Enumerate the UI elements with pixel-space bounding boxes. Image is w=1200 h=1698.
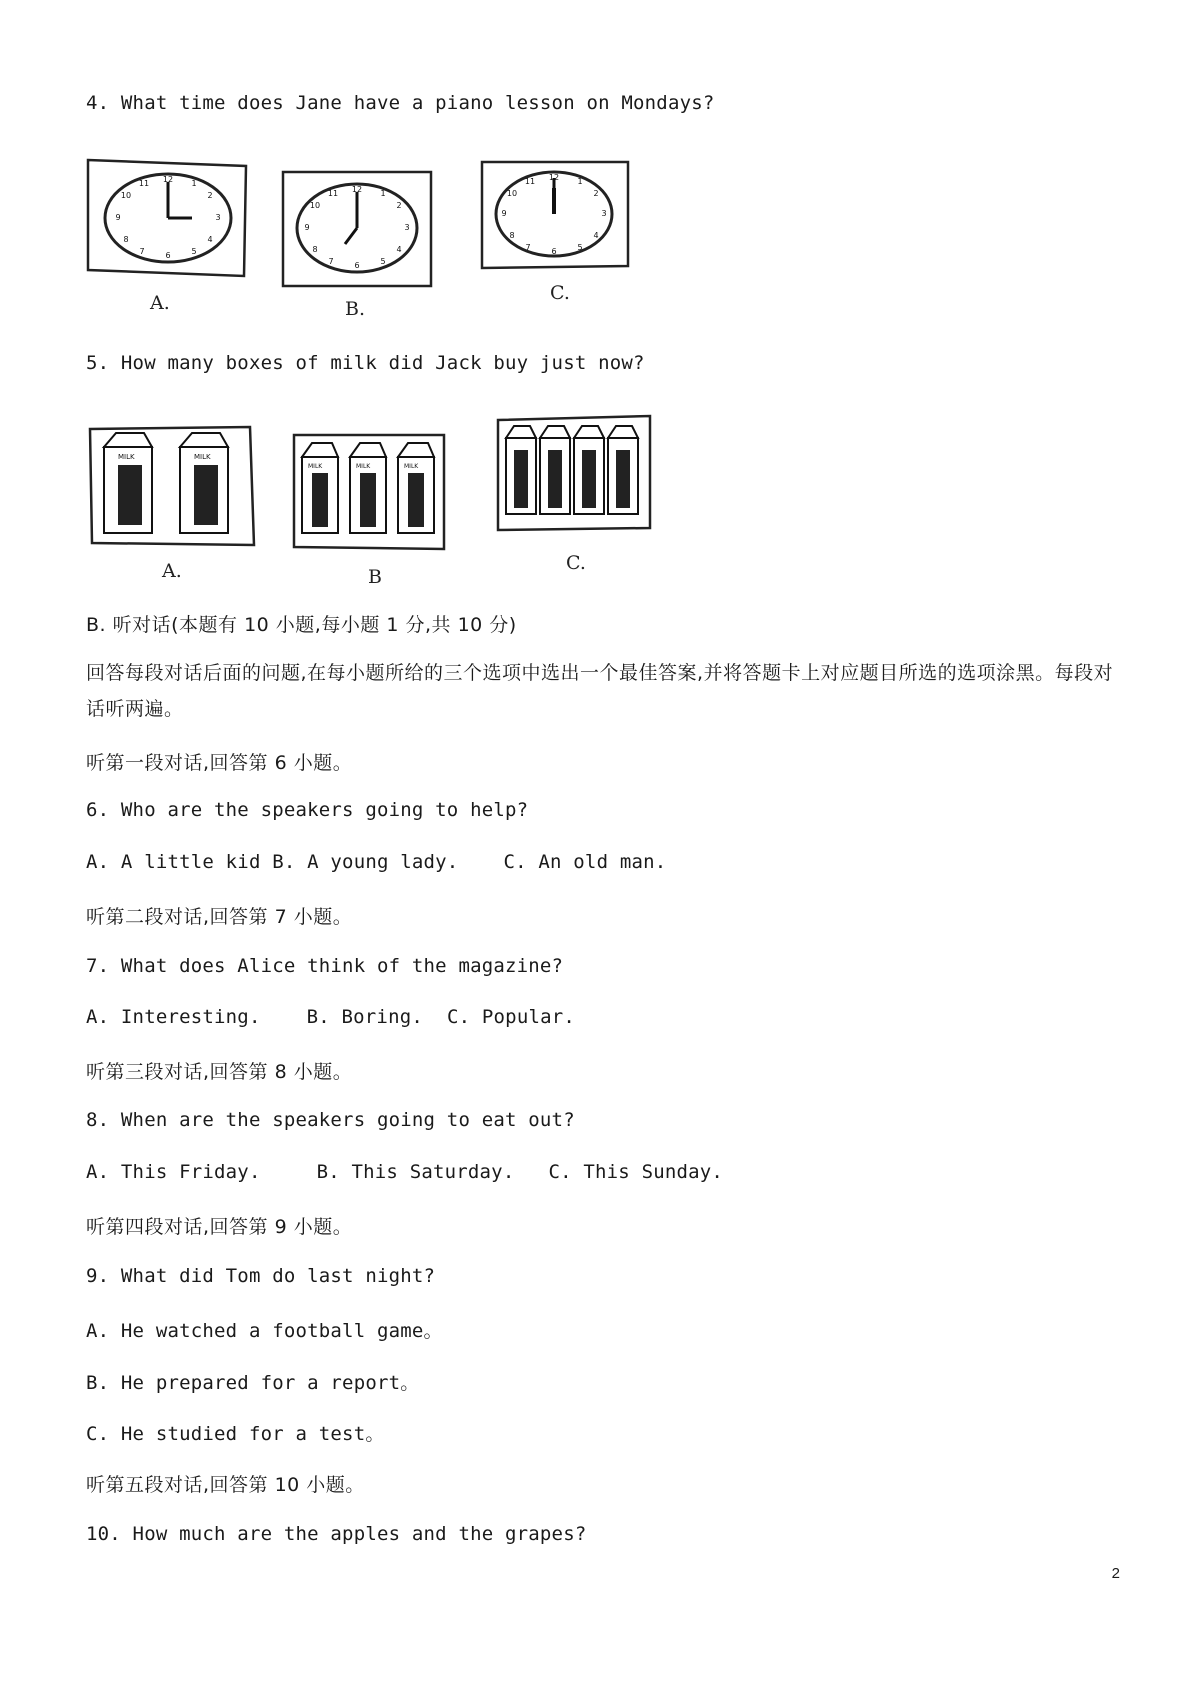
question-5: 5. How many boxes of milk did Jack buy just now? [86, 352, 645, 374]
answer-options [86, 1161, 723, 1183]
option-a-b: A. A little kid B. A young lady. [86, 851, 459, 873]
option-a: A. Interesting. [86, 1006, 261, 1028]
svg-text:4: 4 [207, 235, 213, 244]
svg-text:11: 11 [327, 189, 339, 198]
dialogue-intro: 听第五段对话,回答第 10 小题。 [86, 1474, 365, 1496]
svg-text:2: 2 [396, 201, 402, 210]
dialogue-intro: 听第二段对话,回答第 7 小题。 [86, 906, 353, 928]
svg-text:1: 1 [191, 179, 197, 188]
option-c-label: C. [566, 552, 586, 574]
svg-text:4: 4 [593, 231, 599, 240]
svg-text:8: 8 [509, 231, 515, 240]
milk-box-icon [496, 414, 652, 532]
svg-text:12: 12 [162, 175, 174, 184]
option-a-label: A. [162, 560, 182, 582]
svg-text:MILK: MILK [308, 463, 323, 470]
svg-text:9: 9 [304, 223, 310, 232]
clock-picture-c [480, 160, 630, 270]
svg-text:5: 5 [380, 257, 386, 266]
svg-text:10: 10 [309, 201, 321, 210]
svg-text:MILK: MILK [404, 463, 419, 470]
question-7: 7. What does Alice think of the magazine? [86, 955, 564, 977]
option-a: A. This Friday. [86, 1161, 261, 1183]
milk-picture-b [292, 433, 448, 551]
clock-picture-a [86, 158, 248, 280]
clock-picture-b [281, 170, 433, 288]
option-b: B. Boring. [306, 1006, 423, 1028]
option-c: C. Popular. [446, 1006, 576, 1028]
clock-icon [281, 170, 433, 288]
svg-text:8: 8 [123, 235, 129, 244]
svg-text:6: 6 [165, 251, 171, 260]
page-number: 2 [1111, 1565, 1120, 1582]
option-c: C. This Sunday. [548, 1161, 724, 1183]
option-b-label: B [368, 566, 382, 588]
svg-text:MILK: MILK [194, 453, 211, 461]
svg-text:7: 7 [328, 257, 334, 266]
option-b: B. This Saturday. [316, 1161, 515, 1183]
milk-picture-a [88, 425, 256, 549]
question-9: 9. What did Tom do last night? [86, 1265, 436, 1287]
question-6: 6. Who are the speakers going to help? [86, 799, 529, 821]
option-c: C. An old man. [503, 851, 667, 873]
svg-text:1: 1 [380, 189, 386, 198]
svg-text:3: 3 [404, 223, 410, 232]
question-10: 10. How much are the apples and the grapes? [86, 1523, 587, 1545]
svg-text:8: 8 [312, 245, 318, 254]
dialogue-intro: 听第三段对话,回答第 8 小题。 [86, 1061, 353, 1083]
option-a-label: A. [150, 292, 170, 314]
svg-text:10: 10 [506, 189, 518, 198]
svg-text:3: 3 [215, 213, 221, 222]
svg-text:MILK: MILK [118, 453, 135, 461]
svg-text:9: 9 [115, 213, 121, 222]
svg-text:1: 1 [577, 177, 583, 186]
option-c-label: C. [550, 282, 570, 304]
svg-text:6: 6 [354, 261, 360, 270]
question-4: 4. What time does Jane have a piano lesson on Mondays? [86, 92, 715, 114]
clock-icon [86, 158, 248, 280]
milk-picture-c [496, 414, 652, 532]
svg-text:2: 2 [593, 189, 599, 198]
option-c: C. He studied for a test。 [86, 1423, 385, 1445]
svg-text:7: 7 [525, 243, 531, 252]
svg-text:6: 6 [551, 247, 557, 256]
answer-options [86, 851, 666, 873]
section-b-instructions: 回答每段对话后面的问题,在每小题所给的三个选项中选出一个最佳答案,并将答题卡上对应题目所选的选项涂黑。每段对话听两遍。 [86, 662, 1114, 720]
dialogue-intro: 听第一段对话,回答第 6 小题。 [86, 752, 353, 774]
option-a: A. He watched a football game。 [86, 1320, 443, 1342]
svg-text:11: 11 [138, 179, 150, 188]
svg-text:7: 7 [139, 247, 145, 256]
svg-text:2: 2 [207, 191, 213, 200]
svg-text:3: 3 [601, 209, 607, 218]
answer-options [86, 1006, 575, 1028]
option-b: B. He prepared for a report。 [86, 1372, 420, 1394]
svg-text:4: 4 [396, 245, 402, 254]
svg-text:MILK: MILK [356, 463, 371, 470]
svg-text:12: 12 [351, 185, 363, 194]
dialogue-intro: 听第四段对话,回答第 9 小题。 [86, 1216, 353, 1238]
svg-text:12: 12 [548, 173, 560, 182]
milk-box-icon [292, 433, 448, 551]
svg-text:5: 5 [191, 247, 197, 256]
svg-text:9: 9 [501, 209, 507, 218]
milk-box-icon [88, 425, 256, 549]
svg-text:11: 11 [524, 177, 536, 186]
question-8: 8. When are the speakers going to eat out? [86, 1109, 575, 1131]
option-b-label: B. [345, 298, 366, 320]
clock-icon [480, 160, 630, 270]
svg-text:10: 10 [120, 191, 132, 200]
section-b-title: B. 听对话(本题有 10 小题,每小题 1 分,共 10 分) [86, 614, 517, 636]
svg-text:5: 5 [577, 243, 583, 252]
